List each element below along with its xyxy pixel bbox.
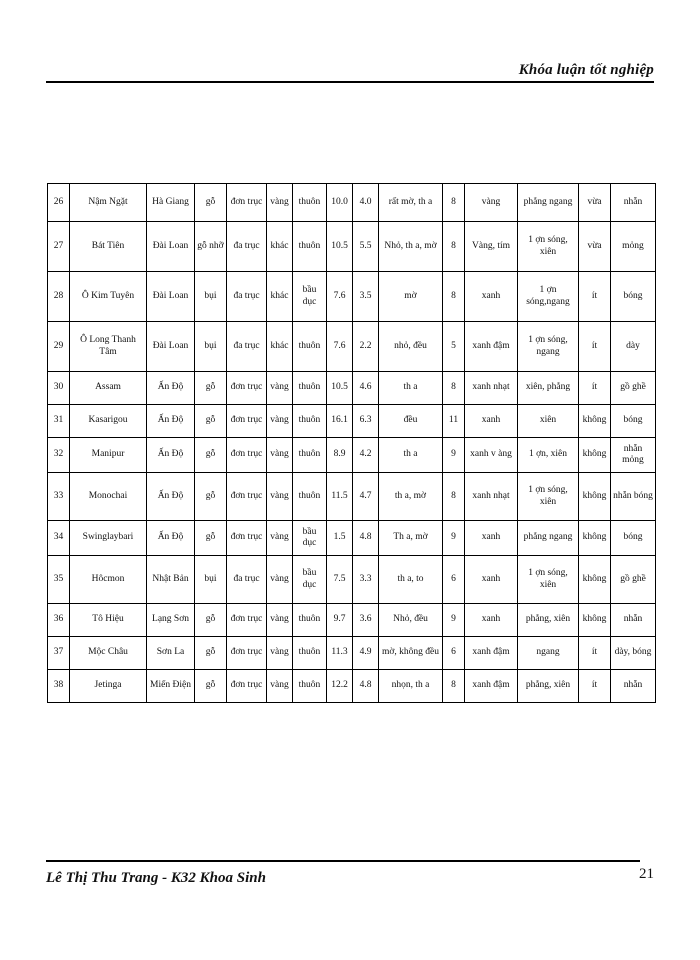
table-cell: khác [267,272,293,322]
table-cell: 5 [443,322,465,372]
table-cell: 8 [443,222,465,272]
table-cell: gỗ [195,473,227,521]
table-cell: 4.0 [353,184,379,222]
table-cell: bầu dục [293,521,327,556]
table-cell: 6 [443,637,465,670]
table-cell: ít [579,670,611,703]
table-cell: thuôn [293,473,327,521]
table-cell: đa trục [227,272,267,322]
table-cell: đa trục [227,222,267,272]
table-cell: 4.7 [353,473,379,521]
table-cell: xanh nhạt [465,473,518,521]
table-cell: 6.3 [353,405,379,438]
table-cell: không [579,438,611,473]
table-cell: Sơn La [147,637,195,670]
table-row [48,222,656,272]
table-cell: vàng [267,556,293,604]
table-cell: Đài Loan [147,222,195,272]
table-cell: Miến Điện [147,670,195,703]
table-cell: Vàng, tím [465,222,518,272]
table-cell: xanh [465,604,518,637]
table-cell: gỗ nhỡ [195,222,227,272]
footer-rule [46,860,640,862]
table-cell: đều [379,405,443,438]
table-cell: xanh đậm [465,670,518,703]
table-cell: phẳng ngang [518,184,579,222]
table-cell: bụi [195,556,227,604]
table-cell: gỗ [195,604,227,637]
table-cell: 8 [443,670,465,703]
table-cell: 33 [48,473,70,521]
table-row [48,438,656,473]
table-row [48,184,656,222]
table-cell: gồ ghề [611,372,656,405]
table-cell: gồ ghề [611,556,656,604]
table-cell: đơn trục [227,372,267,405]
table-cell: 28 [48,272,70,322]
table-cell: 27 [48,222,70,272]
table-cell: đơn trục [227,604,267,637]
table-cell: 32 [48,438,70,473]
table-cell: đơn trục [227,438,267,473]
table-cell: mờ, không đều [379,637,443,670]
table-cell: ít [579,322,611,372]
table-cell: 9.7 [327,604,353,637]
table-cell: Nậm Ngặt [70,184,147,222]
table-cell: bụi [195,272,227,322]
table-cell: nhẵn [611,670,656,703]
table-cell: Ấn Độ [147,438,195,473]
table-cell: 5.5 [353,222,379,272]
table-cell: đơn trục [227,521,267,556]
table-cell: Hôcmon [70,556,147,604]
table-cell: gỗ [195,438,227,473]
table-cell: 3.5 [353,272,379,322]
table-row [48,272,656,322]
table-cell: Đài Loan [147,272,195,322]
table-cell: Swinglaybari [70,521,147,556]
table-cell: nhẵn [611,604,656,637]
table-cell: Mộc Châu [70,637,147,670]
table-cell: Bát Tiên [70,222,147,272]
table-cell: Ấn Độ [147,473,195,521]
table-cell: gỗ [195,637,227,670]
table-cell: bầu dục [293,556,327,604]
table-cell: 2.2 [353,322,379,372]
table-cell: 1 ợn sóng, xiên [518,222,579,272]
table-cell: 26 [48,184,70,222]
table-cell: 10.5 [327,222,353,272]
table-row [48,322,656,372]
table-cell: phẳng, xiên [518,670,579,703]
footer-author: Lê Thị Thu Trang - K32 Khoa Sinh [46,870,266,886]
table-cell: ít [579,372,611,405]
table-cell: 9 [443,521,465,556]
table-cell: không [579,556,611,604]
table-cell: thuôn [293,604,327,637]
table-cell: vàng [267,473,293,521]
table-cell: đa trục [227,556,267,604]
table-cell: 1 ợn, xiên [518,438,579,473]
table-cell: gỗ [195,670,227,703]
table-cell: nhỏ, đều [379,322,443,372]
table-row [48,473,656,521]
table-row [48,405,656,438]
table-cell: Manipur [70,438,147,473]
table-cell: không [579,405,611,438]
table-cell: không [579,604,611,637]
table-cell: vàng [267,637,293,670]
table-cell: nhẵn bóng [611,473,656,521]
table-cell: vàng [267,604,293,637]
header-title: Khóa luận tốt nghiệp [518,62,654,78]
table-cell: thuôn [293,372,327,405]
table-cell: thuôn [293,637,327,670]
table-cell: bóng [611,405,656,438]
table-cell: 37 [48,637,70,670]
table-cell: thuôn [293,322,327,372]
table-cell: gỗ [195,184,227,222]
table-cell: thuôn [293,222,327,272]
table-cell: 10.5 [327,372,353,405]
table-cell: phẳng ngang [518,521,579,556]
table-cell: thuôn [293,405,327,438]
table-cell: Hà Giang [147,184,195,222]
table-cell: 36 [48,604,70,637]
table-cell: đơn trục [227,670,267,703]
table-cell: xanh [465,556,518,604]
table-cell: xiên, phẳng [518,372,579,405]
table-cell: khác [267,322,293,372]
table-cell: 9 [443,604,465,637]
table-row [48,670,656,703]
table-cell: 8 [443,272,465,322]
table-cell: 4.8 [353,521,379,556]
table-cell: Th a, mờ [379,521,443,556]
table-row [48,637,656,670]
table-cell: xanh nhạt [465,372,518,405]
table-cell: Đài Loan [147,322,195,372]
table-cell: 3.6 [353,604,379,637]
table-cell: 16.1 [327,405,353,438]
table-cell: 11 [443,405,465,438]
table-cell: phẳng, xiên [518,604,579,637]
table-cell: 7.5 [327,556,353,604]
table-cell: xanh [465,405,518,438]
table-cell: 7.6 [327,272,353,322]
table-cell: 31 [48,405,70,438]
table-cell: đơn trục [227,637,267,670]
table-cell: gỗ [195,521,227,556]
table-row [48,604,656,637]
table-cell: 9 [443,438,465,473]
table-cell: xanh [465,272,518,322]
table-cell: khác [267,222,293,272]
table-cell: 8 [443,372,465,405]
table-cell: bóng [611,521,656,556]
table-cell: vàng [465,184,518,222]
table-cell: 3.3 [353,556,379,604]
table-cell: xanh v àng [465,438,518,473]
table-cell: 1 ợn sóng, ngang [518,322,579,372]
table-cell: mờ [379,272,443,322]
table-cell: Nhỏ, th a, mờ [379,222,443,272]
table-cell: Lạng Sơn [147,604,195,637]
table-cell: vàng [267,405,293,438]
table-cell: vàng [267,372,293,405]
table-cell: nhọn, th a [379,670,443,703]
table-cell: đơn trục [227,405,267,438]
table-cell: 35 [48,556,70,604]
table-cell: bầu dục [293,272,327,322]
table-cell: 6 [443,556,465,604]
table-cell: 10.0 [327,184,353,222]
table-cell: Assam [70,372,147,405]
table-cell: 8.9 [327,438,353,473]
table-cell: 1 ợn sóng, xiên [518,556,579,604]
table-cell: Jetinga [70,670,147,703]
table-cell: Kasarigou [70,405,147,438]
table-cell: 11.3 [327,637,353,670]
table-cell: vừa [579,222,611,272]
table-cell: 30 [48,372,70,405]
table-cell: xanh đậm [465,637,518,670]
table-cell: không [579,521,611,556]
table-cell: bụi [195,322,227,372]
table-cell: xanh [465,521,518,556]
data-table [47,183,656,703]
table-cell: vàng [267,670,293,703]
table-cell: Nhật Bản [147,556,195,604]
table-cell: th a, mờ [379,473,443,521]
table-cell: thuôn [293,184,327,222]
table-cell: 1 ợn sóng, xiên [518,473,579,521]
table-cell: 4.8 [353,670,379,703]
table-cell: ít [579,272,611,322]
table-cell: Monochai [70,473,147,521]
table-cell: 11.5 [327,473,353,521]
table-cell: nhẵn [611,184,656,222]
table-cell: xiên [518,405,579,438]
table-cell: nhẵn mỏng [611,438,656,473]
header-rule [46,81,654,83]
table-cell: 29 [48,322,70,372]
table-cell: dày, bóng [611,637,656,670]
table-cell: 8 [443,184,465,222]
table-cell: rất mờ, th a [379,184,443,222]
table-cell: gỗ [195,405,227,438]
table-cell: 4.9 [353,637,379,670]
table-cell: 38 [48,670,70,703]
table-cell: đơn trục [227,473,267,521]
table-row [48,372,656,405]
table-cell: vừa [579,184,611,222]
table-cell: 1.5 [327,521,353,556]
table-cell: vàng [267,521,293,556]
table-row [48,521,656,556]
table-cell: 12.2 [327,670,353,703]
table-cell: vàng [267,438,293,473]
table-body [48,184,656,703]
table-cell: th a, to [379,556,443,604]
table-cell: đa trục [227,322,267,372]
table-cell: Ấn Độ [147,405,195,438]
table-cell: Tô Hiệu [70,604,147,637]
table-cell: th a [379,372,443,405]
table-row [48,556,656,604]
table-cell: Ô Long Thanh Tâm [70,322,147,372]
table-cell: xanh đậm [465,322,518,372]
table-cell: 4.2 [353,438,379,473]
table-cell: ít [579,637,611,670]
table-cell: không [579,473,611,521]
table-cell: Nhỏ, đều [379,604,443,637]
table-cell: 34 [48,521,70,556]
page-number: 21 [639,866,654,882]
table-cell: dày [611,322,656,372]
table-cell: gỗ [195,372,227,405]
table-cell: Ấn Độ [147,521,195,556]
table-cell: đơn trục [227,184,267,222]
table-cell: mỏng [611,222,656,272]
table-cell: bóng [611,272,656,322]
table-cell: th a [379,438,443,473]
table-cell: thuôn [293,670,327,703]
table-cell: 1 ợn sóng,ngang [518,272,579,322]
table-cell: thuôn [293,438,327,473]
table-cell: 7.6 [327,322,353,372]
table-cell: 8 [443,473,465,521]
table-cell: Ấn Độ [147,372,195,405]
table-cell: Ô Kim Tuyên [70,272,147,322]
table-cell: vàng [267,184,293,222]
table-cell: ngang [518,637,579,670]
table-cell: 4.6 [353,372,379,405]
